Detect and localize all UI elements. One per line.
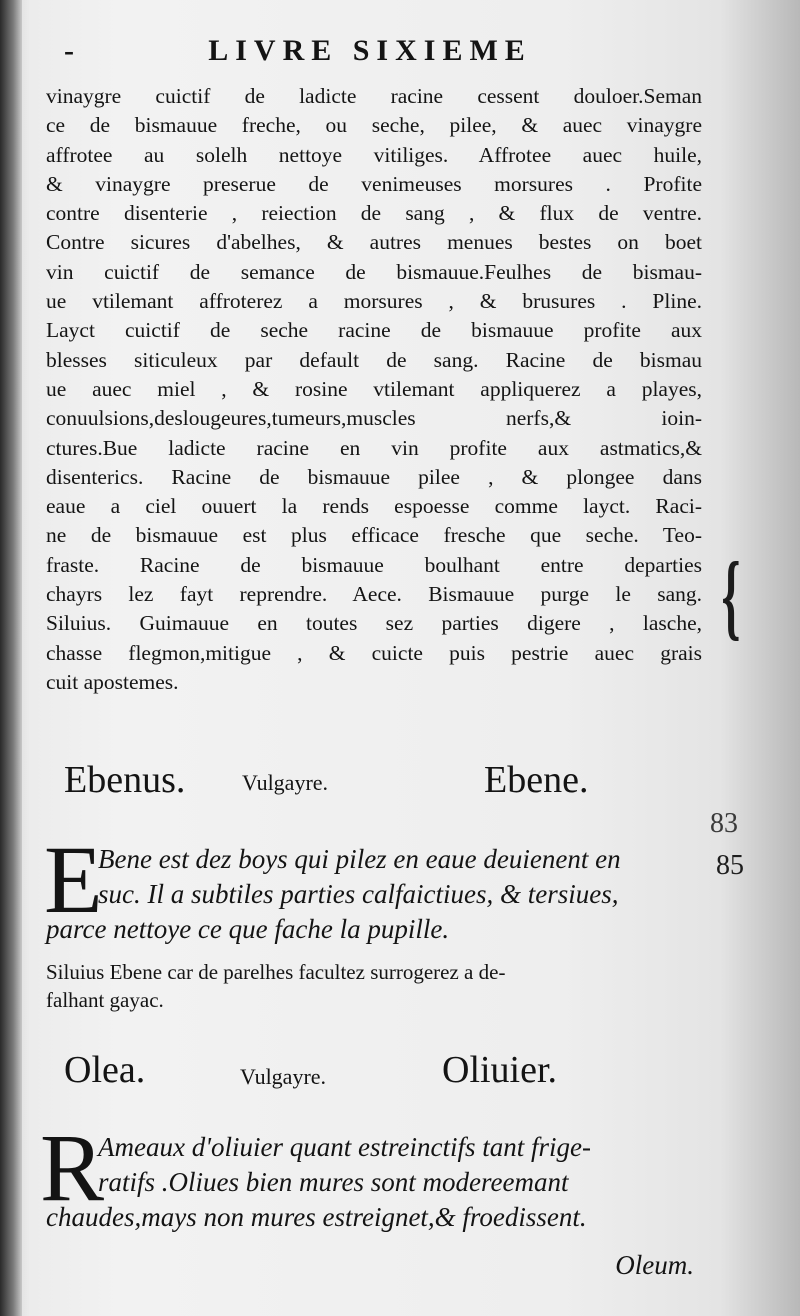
header-title: LIVRE SIXIEME — [208, 34, 532, 67]
italic-line: suc. Il a subtiles parties calfaictiues, & tersiues, — [98, 879, 619, 909]
body-line: ne de bismauue est plus efficace fresche que seche. Teo- — [46, 523, 702, 548]
latin-name: Olea. — [64, 1049, 146, 1091]
body-line: contre disenterie , reiection de sang , & flux de ventre. — [46, 201, 702, 226]
drop-cap: E — [44, 826, 103, 933]
italic-line: Bene est dez boys qui pilez en eaue deuienent en — [98, 844, 621, 874]
body-line: disenterics. Racine de bismauue pilee , & plongee dans — [46, 464, 702, 489]
body-line: chayrs lez fayt reprendre. Aece. Bismauue purge le sang. — [46, 582, 702, 607]
vulgar-label: Vulgayre. — [240, 1064, 327, 1089]
italic-line: parce nettoye ce que fache la pupille. — [46, 914, 450, 944]
roman-line: falhant gayac. — [46, 988, 164, 1012]
body-line: ue auec miel , & rosine vtilemant appliquerez a playes, — [46, 376, 702, 401]
margin-brace-icon: { — [721, 542, 741, 649]
running-header — [40, 34, 700, 68]
body-line: affrotee au solelh nettoye vitiliges. Affrotee auec huile, — [46, 142, 702, 167]
italic-line: Ameaux d'oliuier quant estreinctifs tant frige- — [98, 1132, 591, 1162]
body-line: Contre sicures d'abelhes, & autres menues bestes on boet — [46, 230, 702, 255]
vulgar-label: Vulgayre. — [242, 770, 329, 795]
ebenus-italic-text — [46, 842, 700, 947]
body-line: vin cuictif de semance de bismauue.Feulhes de bismau- — [46, 259, 702, 284]
body-line: Layct cuictif de seche racine de bismauue profite aux — [46, 318, 702, 343]
catchword: Oleum. — [615, 1250, 694, 1280]
french-name: Oliuier. — [442, 1049, 558, 1091]
body-line: ctures.Bue ladicte racine en vin profite aux astmatics,& — [46, 435, 702, 460]
body-line: chasse flegmon,mitigue , & cuicte puis pestrie auec grais — [46, 640, 702, 665]
body-line: & vinaygre preserue de venimeuses morsures . Profite — [46, 171, 702, 196]
margin-number: 83 — [710, 808, 738, 839]
body-line: ue vtilemant affroterez a morsures , & brusures . Pline. — [46, 289, 702, 314]
body-line: ce de bismauue freche, ou seche, pilee, & auec vinaygre — [46, 113, 702, 138]
header-dash: - — [64, 34, 74, 67]
body-line: eaue a ciel ouuert la rends espoesse comme layct. Raci- — [46, 494, 702, 519]
body-line: cuit apostemes. — [46, 669, 179, 694]
latin-name: Ebenus. — [64, 759, 186, 801]
page-binding-shadow — [0, 0, 22, 1316]
italic-line: chaudes,mays non mures estreignet,& froedissent. — [46, 1202, 587, 1232]
olea-italic-text — [46, 1130, 700, 1235]
french-name: Ebene. — [484, 759, 589, 801]
body-line: Siluius. Guimauue en toutes sez parties digere , lasche, — [46, 611, 702, 636]
entry-heading-olea — [64, 1048, 704, 1098]
body-line: blesses siticuleux par default de sang. Racine de bismau — [46, 347, 702, 372]
body-line: fraste. Racine de bismauue boulhant entre departies — [46, 552, 702, 577]
entry-heading-ebenus — [64, 758, 704, 808]
italic-line: ratifs .Oliues bien mures sont modereemant — [98, 1167, 569, 1197]
body-line: vinaygre cuictif de ladicte racine cessent douloer.Seman — [46, 84, 702, 108]
page-number: 85 — [716, 850, 744, 881]
body-line: conuulsions,deslougeures,tumeurs,muscles nerfs,& ioin- — [46, 406, 702, 431]
ebenus-roman-text — [46, 958, 702, 1014]
roman-line: Siluius Ebene car de parelhes facultez surrogerez a de- — [46, 960, 506, 984]
drop-cap: R — [40, 1114, 105, 1221]
body-text — [46, 82, 702, 697]
